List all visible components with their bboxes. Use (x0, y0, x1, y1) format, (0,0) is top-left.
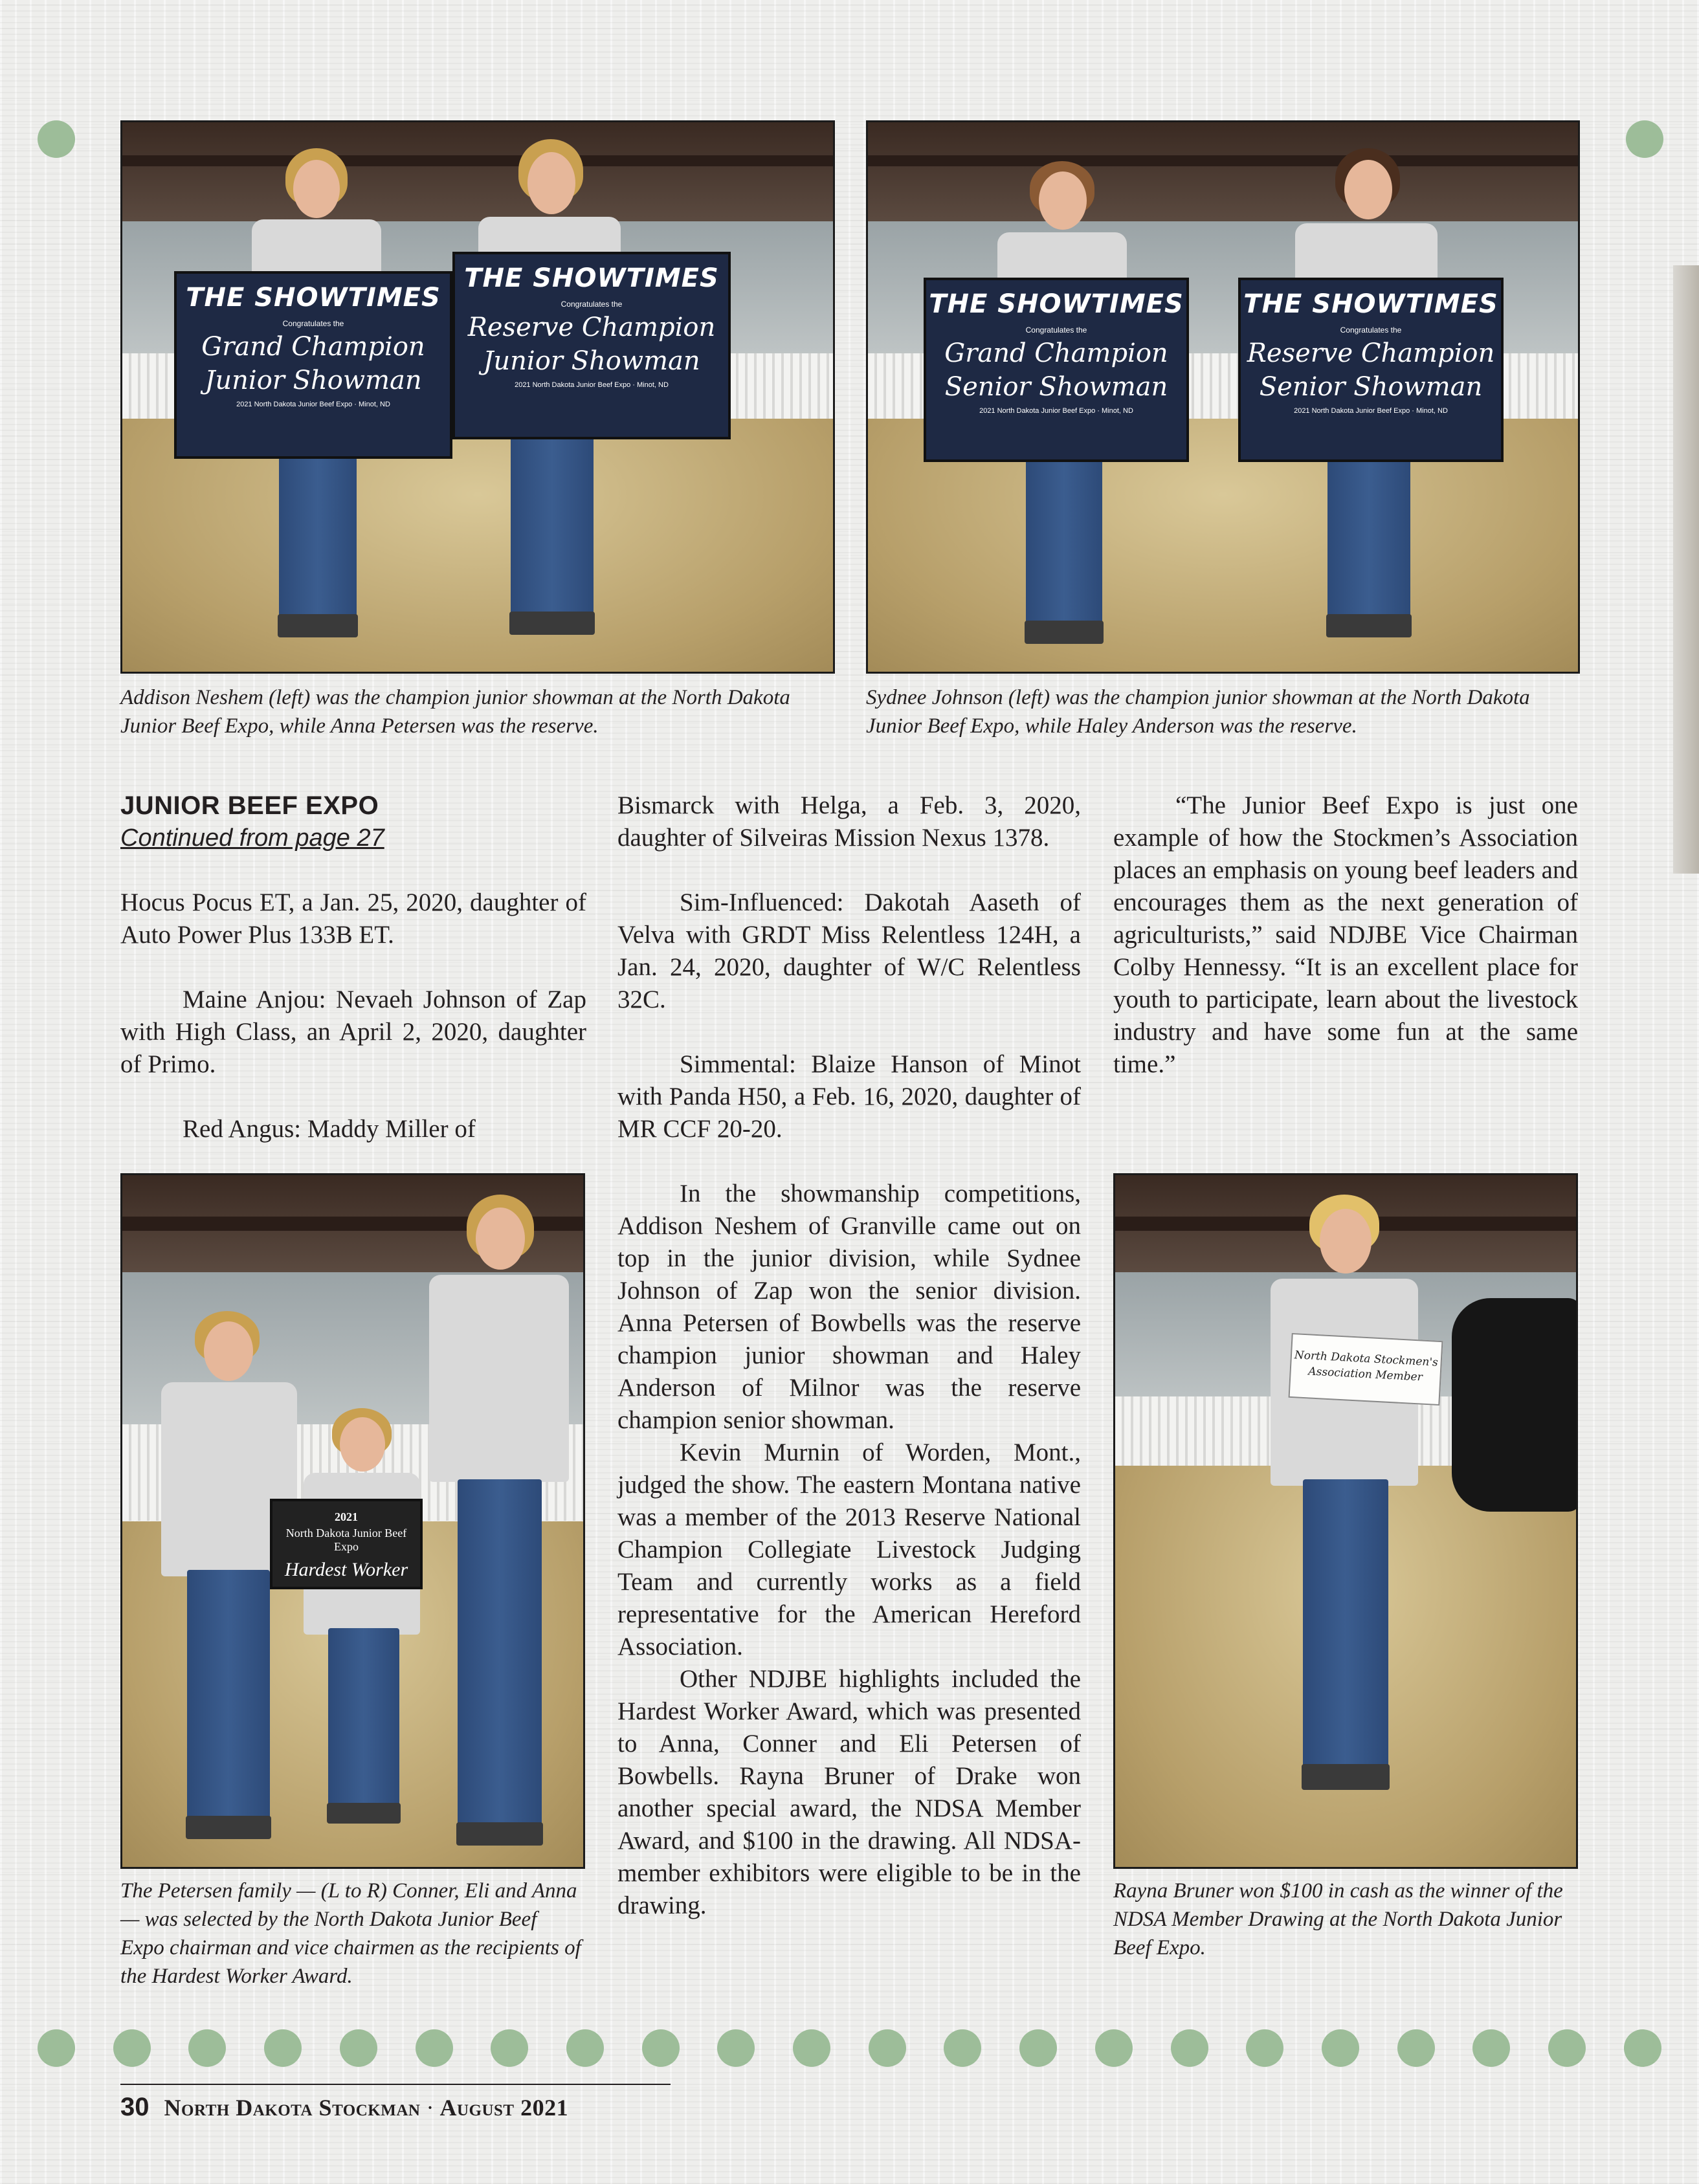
banner-award-line1: Grand Champion (201, 332, 425, 362)
sign-line: 2021 (335, 1510, 358, 1523)
decorative-dot (1472, 2029, 1510, 2067)
banner-brand: THE SHOWTIMES (929, 289, 1184, 319)
decorative-dot (642, 2029, 680, 2067)
banner-reserve-champion-senior (1238, 278, 1504, 462)
banner-reserve-champion-junior (452, 252, 731, 439)
article-paragraph: “The Junior Beef Expo is just one example of how the Stockmen’s Association places an emphasis on young beef leaders and encourages them as the next generation of agriculturists,” said NDJBE Vice Chairman Colby Hennessy. “It is an excellent place for youth to participate, learn about the livestock industry and have some fun at the same time.” (1113, 791, 1578, 1078)
article-paragraph: Maine Anjou: Nevaeh Johnson of Zap with High Class, an April 2, 2020, daughter of Primo. (120, 986, 586, 1078)
article-column-3 (1113, 789, 1578, 1081)
decorative-dot (1171, 2029, 1208, 2067)
decorative-dot (416, 2029, 453, 2067)
article-column-1 (120, 789, 586, 1145)
sign-line: North Dakota Stockmen's (1294, 1349, 1439, 1369)
banner-award-line1: Grand Champion (944, 338, 1168, 368)
issue-date: August 2021 (439, 2095, 569, 2121)
caption-rayna-bruner: Rayna Bruner won $100 in cash as the winner of the NDSA Member Drawing at the North Dakota Junior Beef Expo. (1113, 1879, 1563, 1959)
decorative-dot (188, 2029, 226, 2067)
decorative-dot (1624, 2029, 1661, 2067)
banner-brand: THE SHOWTIMES (1243, 289, 1498, 319)
decorative-dot (1626, 120, 1663, 158)
decorative-dot (38, 120, 75, 158)
hardest-worker-sign (270, 1499, 423, 1589)
banner-brand: THE SHOWTIMES (186, 283, 441, 313)
decorative-dot (793, 2029, 830, 2067)
caption-petersen-family: The Petersen family — (L to R) Conner, Eli and Anna — was selected by the North Dakota Junior Beef Expo chairman and vice chairmen as the recipients of the Hardest Worker Award. (120, 1879, 581, 1988)
footer-separator: · (426, 2095, 434, 2121)
banner-grand-champion-senior (924, 278, 1189, 462)
decorative-dot (944, 2029, 981, 2067)
photo-senior-showmen (866, 120, 1580, 674)
bottom-dot-row (0, 2025, 1699, 2071)
continued-from-link[interactable]: Continued from page 27 (120, 824, 384, 852)
article-paragraph: Bismarck with Helga, a Feb. 3, 2020, daughter of Silveiras Mission Nexus 1378. (617, 791, 1081, 852)
photo-junior-showmen (120, 120, 835, 674)
banner-congrats: Congratulates the (561, 300, 623, 309)
decorative-dot (1322, 2029, 1359, 2067)
article-paragraph: Other NDJBE highlights included the Hardest Worker Award, which was presented to Anna, Conner and Eli Petersen of Bowbells. Rayna Bruner of Drake won another special award, the NDSA Member Award, and $100 in the drawing. All NDSA-member exhibitors were eligible to be in the drawing. (617, 1665, 1081, 1919)
sign-line: North Dakota Junior Beef Expo (285, 1527, 407, 1553)
article-paragraph: Sim-Influenced: Dakotah Aaseth of Velva with GRDT Miss Relentless 124H, a Jan. 24, 2020, daughter of W/C Relentless 32C. (617, 888, 1081, 1013)
banner-award-line2: Junior Showman (483, 346, 700, 376)
photo-rayna-bruner (1113, 1173, 1578, 1869)
decorative-dot (113, 2029, 151, 2067)
sign-line: Hardest Worker (284, 1559, 408, 1580)
decorative-dot (1397, 2029, 1435, 2067)
decorative-dot (38, 2029, 75, 2067)
ndsa-member-sign (1289, 1333, 1443, 1406)
article-column-2 (617, 789, 1081, 1922)
decorative-dot (717, 2029, 755, 2067)
decorative-dot (1246, 2029, 1283, 2067)
decorative-dot (566, 2029, 604, 2067)
banner-award-line1: Reserve Champion (467, 313, 716, 342)
banner-award-line2: Senior Showman (944, 372, 1168, 402)
photo-petersen-family (120, 1173, 585, 1869)
banner-award-line2: Senior Showman (1259, 372, 1483, 402)
banner-grand-champion-junior (174, 271, 452, 459)
banner-event: 2021 North Dakota Junior Beef Expo · Minot, ND (515, 381, 669, 389)
banner-award-line1: Reserve Champion (1247, 338, 1495, 368)
decorative-dot (264, 2029, 302, 2067)
publication-name: North Dakota Stockman (164, 2095, 421, 2121)
caption-junior-showmen: Addison Neshem (left) was the champion junior showman at the North Dakota Junior Beef Expo, while Anna Petersen was the reserve. (120, 686, 790, 738)
banner-award-line2: Junior Showman (205, 366, 422, 395)
banner-event: 2021 North Dakota Junior Beef Expo · Minot, ND (1294, 407, 1448, 415)
sign-line: Association Member (1307, 1365, 1423, 1384)
caption-senior-showmen: Sydnee Johnson (left) was the champion junior showman at the North Dakota Junior Beef Expo, while Haley Anderson was the reserve. (866, 686, 1530, 738)
article-paragraph: Kevin Murnin of Worden, Mont., judged the show. The eastern Montana native was a member of the 2013 Reserve National Champion Collegiate Livestock Judging Team and currently works as a field representative for the American Hereford Association. (617, 1439, 1081, 1660)
article-paragraph: Red Angus: Maddy Miller of (183, 1115, 476, 1143)
page-number: 30 (120, 2093, 150, 2121)
adjacent-page-edge (1673, 265, 1699, 874)
banner-congrats: Congratulates the (282, 319, 344, 328)
decorative-dot (869, 2029, 906, 2067)
page-footer (120, 2084, 671, 2122)
decorative-dot (1548, 2029, 1586, 2067)
article-headline: JUNIOR BEEF EXPO (120, 791, 379, 820)
article-paragraph: In the showmanship competitions, Addison Neshem of Granville came out on top in the junior division, while Sydnee Johnson of Zap won the senior division. Anna Petersen of Bowbells was the reserve champion junior showman and Haley Anderson of Milnor was the reserve champion senior showman. (617, 1180, 1081, 1434)
banner-congrats: Congratulates the (1340, 325, 1402, 335)
banner-event: 2021 North Dakota Junior Beef Expo · Minot, ND (979, 407, 1133, 415)
article-paragraph: Simmental: Blaize Hanson of Minot with Panda H50, a Feb. 16, 2020, daughter of MR CCF 20-20. (617, 1050, 1081, 1143)
banner-congrats: Congratulates the (1025, 325, 1087, 335)
decorative-dot (1095, 2029, 1133, 2067)
banner-event: 2021 North Dakota Junior Beef Expo · Minot, ND (236, 401, 390, 408)
decorative-dot (340, 2029, 377, 2067)
decorative-dot (1019, 2029, 1057, 2067)
banner-brand: THE SHOWTIMES (464, 263, 719, 293)
decorative-dot (491, 2029, 528, 2067)
article-paragraph: Hocus Pocus ET, a Jan. 25, 2020, daughter of Auto Power Plus 133B ET. (120, 888, 586, 949)
